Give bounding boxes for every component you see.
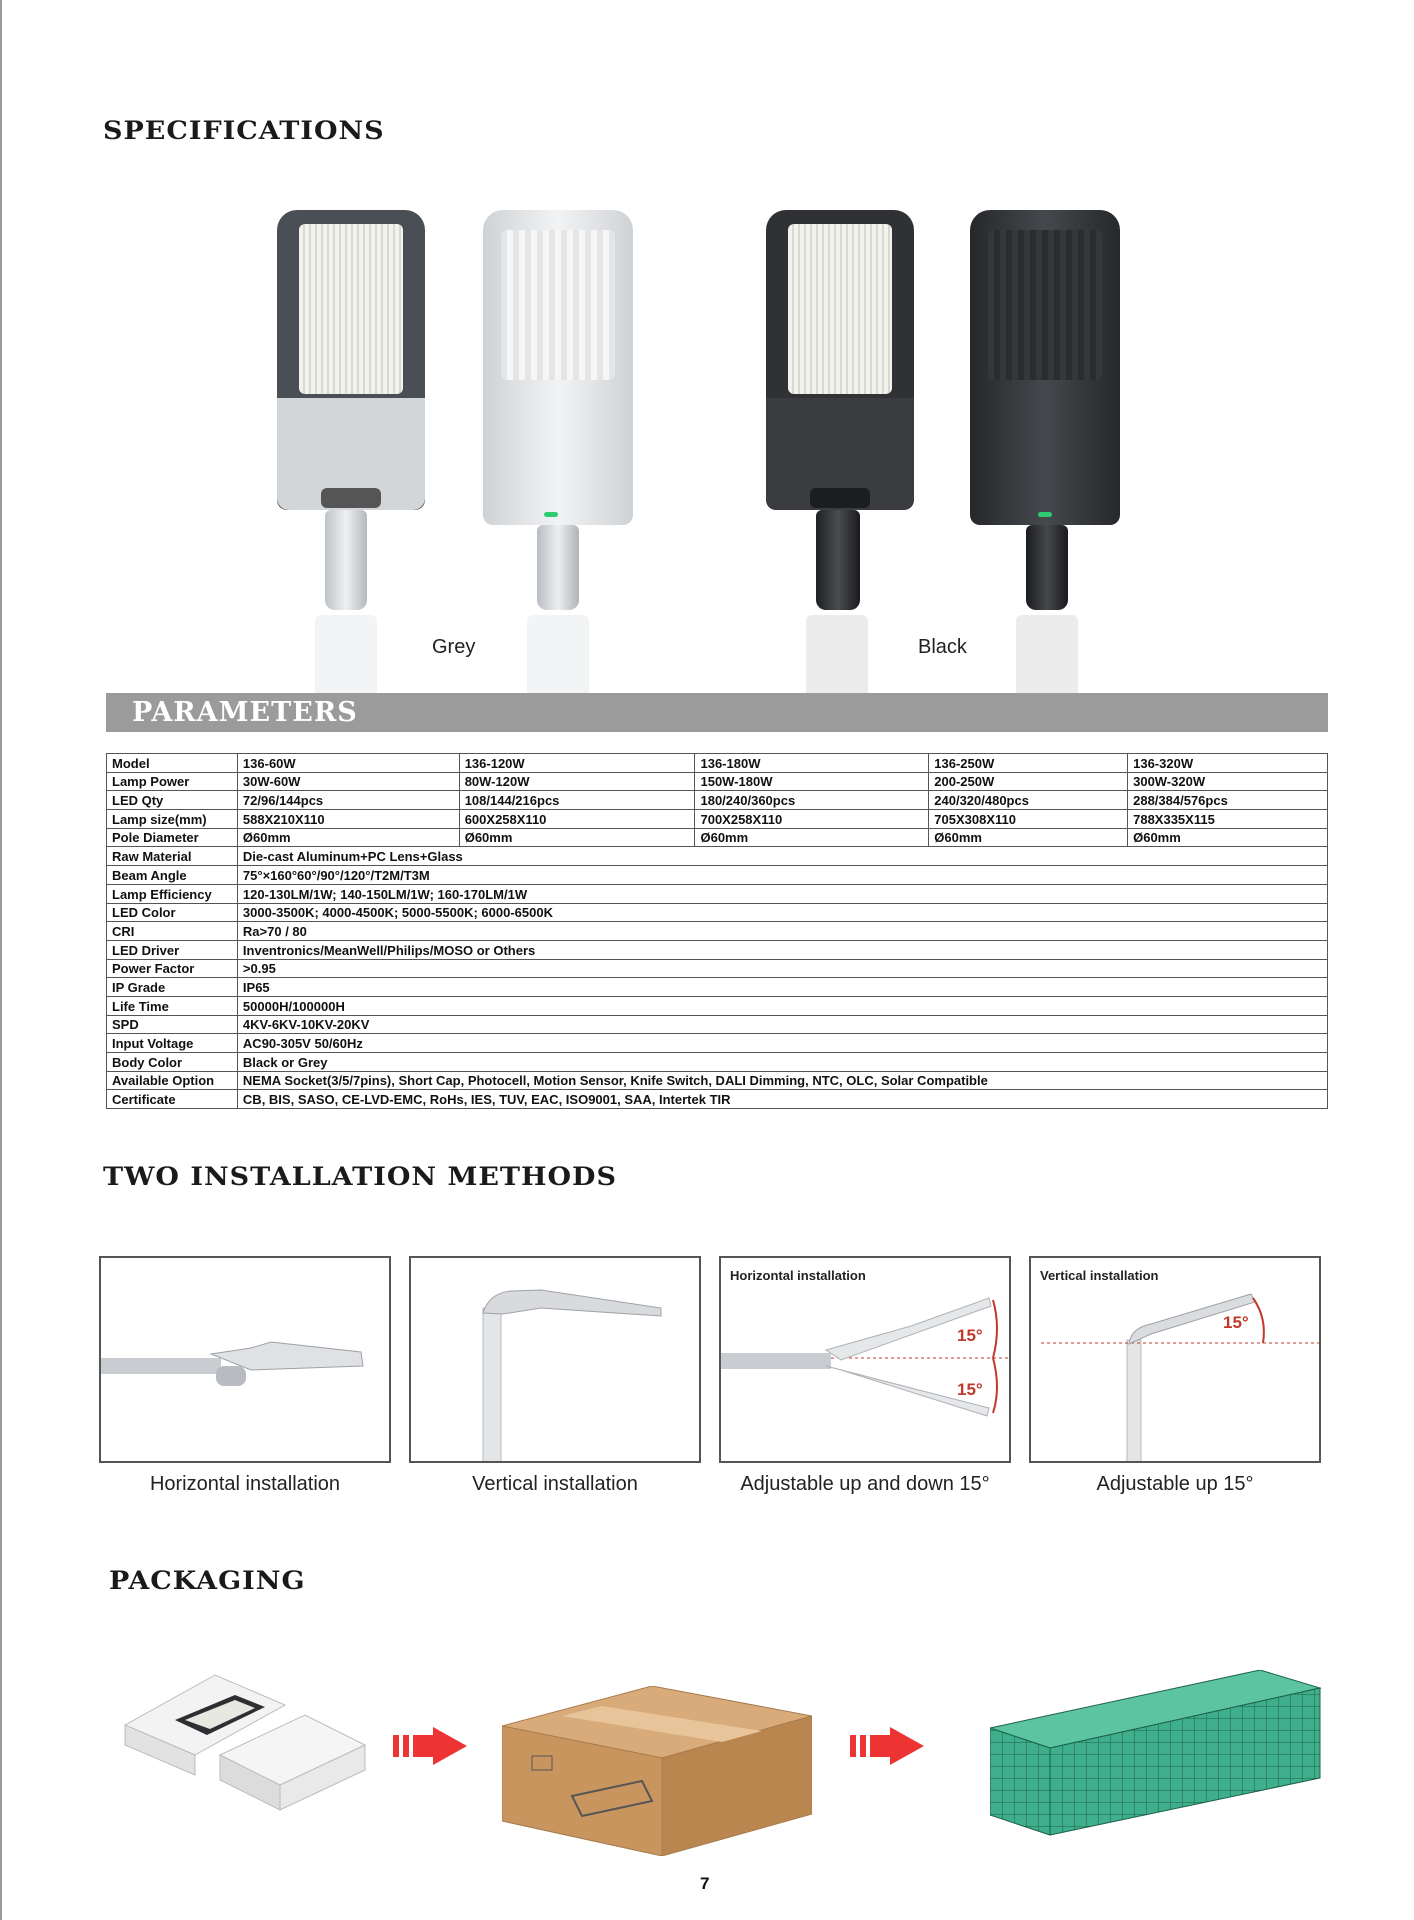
param-row — [107, 1090, 1328, 1109]
param-value: 136-180W — [695, 754, 929, 773]
param-value: Ø60mm — [1128, 828, 1328, 847]
param-label: Lamp Power — [107, 772, 238, 791]
param-value: 136-250W — [929, 754, 1128, 773]
param-row — [107, 828, 1328, 847]
parameters-heading: PARAMETERS — [132, 697, 358, 728]
param-value: 80W-120W — [459, 772, 695, 791]
param-label: CRI — [107, 922, 238, 941]
parameters-table — [106, 753, 1328, 1109]
param-value: 588X210X110 — [237, 810, 459, 829]
param-label: IP Grade — [107, 978, 238, 997]
param-value: AC90-305V 50/60Hz — [237, 1034, 1327, 1053]
param-row — [107, 1053, 1328, 1072]
foam-packaging-image — [115, 1645, 375, 1825]
param-value: Die-cast Aluminum+PC Lens+Glass — [237, 847, 1327, 866]
page-number: 7 — [700, 1874, 710, 1893]
param-value: 288/384/576pcs — [1128, 791, 1328, 810]
black-color-label: Black — [918, 636, 967, 658]
param-label: Input Voltage — [107, 1034, 238, 1053]
param-row — [107, 866, 1328, 885]
param-row — [107, 903, 1328, 922]
adjustable-up-image — [1029, 1256, 1321, 1463]
param-value: 136-120W — [459, 754, 695, 773]
caption-adjustable-up: Adjustable up 15° — [1096, 1473, 1254, 1495]
param-value: 136-60W — [237, 754, 459, 773]
param-value: 30W-60W — [237, 772, 459, 791]
carton-box-image — [502, 1686, 812, 1856]
param-value: 150W-180W — [695, 772, 929, 791]
param-label: Pole Diameter — [107, 828, 238, 847]
param-row — [107, 810, 1328, 829]
param-row — [107, 978, 1328, 997]
param-label: LED Driver — [107, 940, 238, 959]
param-row — [107, 847, 1328, 866]
page-left-rule — [0, 0, 2, 1920]
param-value: 700X258X110 — [695, 810, 929, 829]
caption-vertical: Vertical installation — [472, 1473, 638, 1495]
param-label: Lamp size(mm) — [107, 810, 238, 829]
param-value: IP65 — [237, 978, 1327, 997]
param-value: 136-320W — [1128, 754, 1328, 773]
black-lamp-back-image — [970, 210, 1120, 630]
param-value: Ø60mm — [929, 828, 1128, 847]
param-value: Inventronics/MeanWell/Philips/MOSO or Others — [237, 940, 1327, 959]
param-value: CB, BIS, SASO, CE-LVD-EMC, RoHs, IES, TUV, EAC, ISO9001, SAA, Intertek TIR — [237, 1090, 1327, 1109]
arrow-right-icon — [850, 1727, 928, 1765]
param-label: Model — [107, 754, 238, 773]
param-value: 788X335X115 — [1128, 810, 1328, 829]
vertical-installation-title: Vertical installation — [1040, 1268, 1159, 1283]
param-value: Black or Grey — [237, 1053, 1327, 1072]
param-row — [107, 884, 1328, 903]
param-value: Ø60mm — [459, 828, 695, 847]
vertical-installation-image — [409, 1256, 701, 1463]
param-value: 108/144/216pcs — [459, 791, 695, 810]
param-value: 75°×160°60°/90°/120°/T2M/T3M — [237, 866, 1327, 885]
param-label: Lamp Efficiency — [107, 884, 238, 903]
param-value: NEMA Socket(3/5/7pins), Short Cap, Photocell, Motion Sensor, Knife Switch, DALI Dimming, NTC, OLC, Solar Compatible — [237, 1071, 1327, 1090]
param-value: 4KV-6KV-10KV-20KV — [237, 1015, 1327, 1034]
param-row — [107, 772, 1328, 791]
param-row — [107, 1015, 1328, 1034]
grey-lamp-back-image — [483, 210, 633, 630]
param-label: Available Option — [107, 1071, 238, 1090]
parameters-banner — [106, 693, 1328, 732]
param-label: LED Qty — [107, 791, 238, 810]
param-row — [107, 791, 1328, 810]
param-value: 300W-320W — [1128, 772, 1328, 791]
param-row — [107, 996, 1328, 1015]
param-label: Certificate — [107, 1090, 238, 1109]
specifications-heading: SPECIFICATIONS — [103, 116, 385, 146]
grey-lamp-front-image — [277, 210, 427, 630]
angle-up-label: 15° — [957, 1326, 983, 1345]
angle-down-label: 15° — [957, 1380, 983, 1399]
param-label: Raw Material — [107, 847, 238, 866]
param-value: 3000-3500K; 4000-4500K; 5000-5500K; 6000-6500K — [237, 903, 1327, 922]
param-row — [107, 922, 1328, 941]
param-row — [107, 959, 1328, 978]
caption-horizontal: Horizontal installation — [149, 1473, 341, 1495]
param-label: Life Time — [107, 996, 238, 1015]
param-value: 50000H/100000H — [237, 996, 1327, 1015]
horizontal-installation-image — [99, 1256, 391, 1463]
black-lamp-front-image — [766, 210, 916, 630]
param-value: 240/320/480pcs — [929, 791, 1128, 810]
param-value: Ra>70 / 80 — [237, 922, 1327, 941]
param-label: Beam Angle — [107, 866, 238, 885]
param-row — [107, 1034, 1328, 1053]
caption-adjustable-up-down: Adjustable up and down 15° — [740, 1473, 990, 1495]
param-value: Ø60mm — [695, 828, 929, 847]
param-value: >0.95 — [237, 959, 1327, 978]
param-label: Power Factor — [107, 959, 238, 978]
param-label: Body Color — [107, 1053, 238, 1072]
param-label: LED Color — [107, 903, 238, 922]
param-value: 180/240/360pcs — [695, 791, 929, 810]
param-value: 120-130LM/1W; 140-150LM/1W; 160-170LM/1W — [237, 884, 1327, 903]
packaging-heading: PACKAGING — [109, 1566, 306, 1596]
param-row — [107, 1071, 1328, 1090]
param-value: 200-250W — [929, 772, 1128, 791]
angle-up-only-label: 15° — [1223, 1313, 1249, 1332]
installation-heading: TWO INSTALLATION METHODS — [103, 1162, 617, 1192]
param-row — [107, 754, 1328, 773]
arrow-right-icon — [393, 1727, 471, 1765]
grey-color-label: Grey — [432, 636, 476, 658]
param-value: 72/96/144pcs — [237, 791, 459, 810]
param-value: 705X308X110 — [929, 810, 1128, 829]
adjustable-up-down-image — [719, 1256, 1011, 1463]
param-label: SPD — [107, 1015, 238, 1034]
horizontal-installation-title: Horizontal installation — [730, 1268, 866, 1283]
param-row — [107, 940, 1328, 959]
param-value: 600X258X110 — [459, 810, 695, 829]
param-value: Ø60mm — [237, 828, 459, 847]
pallet-packaging-image — [990, 1670, 1330, 1840]
